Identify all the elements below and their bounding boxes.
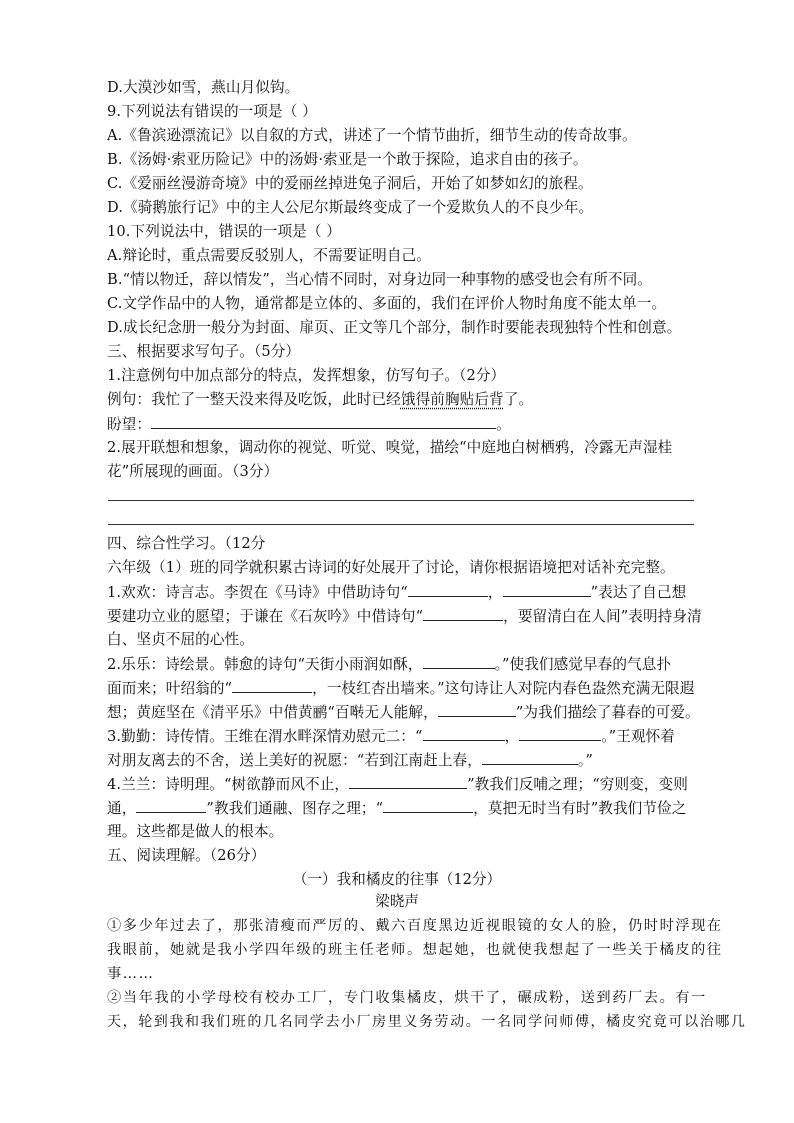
passage-para-2-line-1: ②当年我的小学母校有校办工厂，专门收集橘皮，烘干了，碾成粉，送到药厂去。有一 — [107, 990, 707, 1006]
q10-option-b: B.“情以物迁，辞以情发”，当心情不同时，对身边同一种事物的感受也会有所不同。 — [107, 271, 652, 288]
dialog-2-text-f: ”为我们描绘了暮春的可爱。 — [515, 704, 700, 721]
blank-10[interactable] — [349, 774, 467, 789]
blank-9[interactable] — [482, 750, 578, 765]
blank-4[interactable] — [423, 654, 495, 669]
imitation-line — [107, 414, 511, 435]
section-5-heading: 五、阅读理解。（26分） — [107, 847, 266, 864]
dialog-1-line-2 — [107, 606, 702, 627]
q10-option-a: A.辩论时，重点需要反驳别人，不需要证明自己。 — [107, 247, 431, 264]
passage-para-1-line-1: ①多少年过去了，那张清瘦而严厉的、戴六百度黑边近视眼镜的女人的脸，仍时时浮现在 — [107, 918, 723, 934]
blank-7[interactable] — [423, 726, 505, 741]
section-3-q2-cont: 花”所展现的画面。（3分） — [107, 463, 279, 480]
question-10: 10.下列说法中，错误的一项是（ ） — [107, 223, 341, 240]
answer-rule-1[interactable] — [108, 500, 694, 501]
dialog-3-line-2 — [107, 750, 593, 771]
dialog-1-text-d: 要建功立业的愿望；于谦在《石灰吟》中借诗句“ — [107, 608, 424, 625]
imitation-end: 。 — [496, 416, 511, 433]
blank-6[interactable] — [438, 702, 516, 717]
dialog-1-comma: ， — [487, 584, 503, 601]
blank-1[interactable] — [408, 582, 488, 597]
imitation-label: 盼望： — [107, 416, 152, 433]
dialog-4-text-b: ”教我们反哺之理；“穷则变，变则 — [467, 776, 688, 793]
example-sentence — [107, 390, 533, 410]
dialog-1-line-3: 白、坚贞不屈的心性。 — [107, 631, 254, 648]
dialog-4-line-2 — [107, 798, 686, 819]
question-9: 9.下列说法有错误的一项是（ ） — [107, 103, 317, 120]
answer-rule-2[interactable] — [108, 524, 694, 525]
dialog-2-line-3 — [107, 702, 700, 723]
blank-8[interactable] — [519, 726, 601, 741]
passage-title: （一）我和橘皮的往事（12分） — [292, 871, 502, 888]
passage-author: 梁晓声 — [375, 893, 419, 910]
passage-para-1-line-2: 我眼前，她就是我小学四年级的班主任老师。想起她，也就使我想起了一些关于橘皮的往 — [107, 942, 723, 958]
dialog-4-text-a: 4.兰兰：诗明理。“树欲静而风不止， — [107, 776, 350, 793]
dialog-1-text-a: 1.欢欢：诗言志。李贺在《马诗》中借助诗句“ — [107, 584, 408, 601]
dialog-4-text-d: ”教我们通融、图存之理；“ — [206, 800, 384, 817]
section-3-q1: 1.注意例句中加点部分的特点，发挥想象，仿写句子。（2分） — [107, 367, 506, 384]
dialog-2-text-e: 想；黄庭坚在《清平乐》中借黄鹂“百啭无人能解， — [107, 704, 438, 721]
q9-option-c: C.《爱丽丝漫游奇境》中的爱丽丝掉进兔子洞后，开始了如梦如幻的旅程。 — [107, 175, 593, 192]
blank-12[interactable] — [383, 798, 473, 813]
section-4-intro: 六年级（1）班的同学就积累古诗词的好处展开了讨论，请你根据语境把对话补充完整。 — [107, 559, 675, 576]
section-4-heading: 四、综合性学习。（12分 — [107, 535, 266, 552]
example-sentence-start: 例句：我忙了一整天没来得及吃饭，此时已经 — [107, 391, 401, 408]
dialog-2-text-d: ，一枝红杏出墙来。”这句诗让人对院内春色盎然充满无限遐 — [312, 680, 695, 697]
q9-option-b: B.《汤姆·索亚历险记》中的汤姆·索亚是一个敢于探险，追求自由的孩子。 — [107, 151, 588, 168]
q9-option-d: D.《骑鹅旅行记》中的主人公尼尔斯最终变成了一个爱欺负人的不良少年。 — [107, 199, 594, 216]
dialog-2-text-b: 。”使我们感觉早春的气息扑 — [494, 656, 672, 673]
q10-option-d: D.成长纪念册一般分为封面、扉页、正文等几个部分，制作时要能表现独特个性和创意。 — [107, 319, 682, 336]
dialog-1-line-1 — [107, 582, 686, 603]
option-d-line: D.大漠沙如雪，燕山月似钩。 — [107, 79, 300, 96]
dialog-2-text-a: 2.乐乐：诗绘景。韩愈的诗句“天街小雨润如酥， — [107, 656, 423, 673]
passage-para-2-line-2: 天，轮到我和我们班的几名同学去小厂房里义务劳动。一名同学问师傅，橘皮究竟可以治哪几 — [107, 1014, 747, 1030]
dialog-3-text-a: 3.勤勤：诗传情。王维在渭水畔深情劝慰元二：“ — [107, 728, 423, 745]
section-3-heading: 三、根据要求写句子。（5分） — [107, 343, 301, 360]
dialog-2-text-c: 面而来；叶绍翁的“ — [107, 680, 233, 697]
imitation-answer-blank[interactable] — [151, 414, 496, 429]
dialog-3-text-d: 对朋友离去的不舍，送上美好的祝愿：“若到江南赶上春， — [107, 752, 482, 769]
passage-para-1-line-3: 事…… — [107, 966, 155, 982]
example-sentence-end: 了。 — [503, 391, 534, 408]
q9-option-a: A.《鲁滨逊漂流记》以自叙的方式，讲述了一个情节曲折，细节生动的传奇故事。 — [107, 127, 637, 144]
dialog-1-text-c: ”表达了自己想 — [590, 584, 687, 601]
blank-11[interactable] — [136, 798, 206, 813]
section-3-q2: 2.展开联想和想象，调动你的视觉、听觉、嗅觉，描绘“中庭地白树栖鸦，冷露无声湿桂 — [107, 439, 673, 456]
dialog-3-text-e: 。” — [577, 752, 593, 769]
example-emphasis: 饿得前胸贴后背 — [400, 391, 504, 408]
blank-3[interactable] — [423, 606, 503, 621]
dialog-2-line-2 — [107, 678, 694, 699]
dialog-4-line-3: 理。这些都是做人的根本。 — [107, 823, 284, 840]
dialog-3-line-1 — [107, 726, 675, 747]
dialog-4-line-1 — [107, 774, 688, 795]
q10-option-c: C.文学作品中的人物，通常都是立体的、多面的，我们在评价人物时角度不能太单一。 — [107, 295, 667, 312]
blank-2[interactable] — [503, 582, 591, 597]
dialog-1-text-e: ，要留清白在人间”表明持身清 — [503, 608, 702, 625]
dialog-4-text-c: 通， — [107, 800, 137, 817]
blank-5[interactable] — [232, 678, 312, 693]
dialog-2-line-1 — [107, 654, 671, 675]
dialog-3-text-c: 。”王观怀着 — [601, 728, 675, 745]
dialog-4-text-e: ，莫把无时当有时”教我们节俭之 — [473, 800, 687, 817]
dialog-3-comma: ， — [504, 728, 520, 745]
